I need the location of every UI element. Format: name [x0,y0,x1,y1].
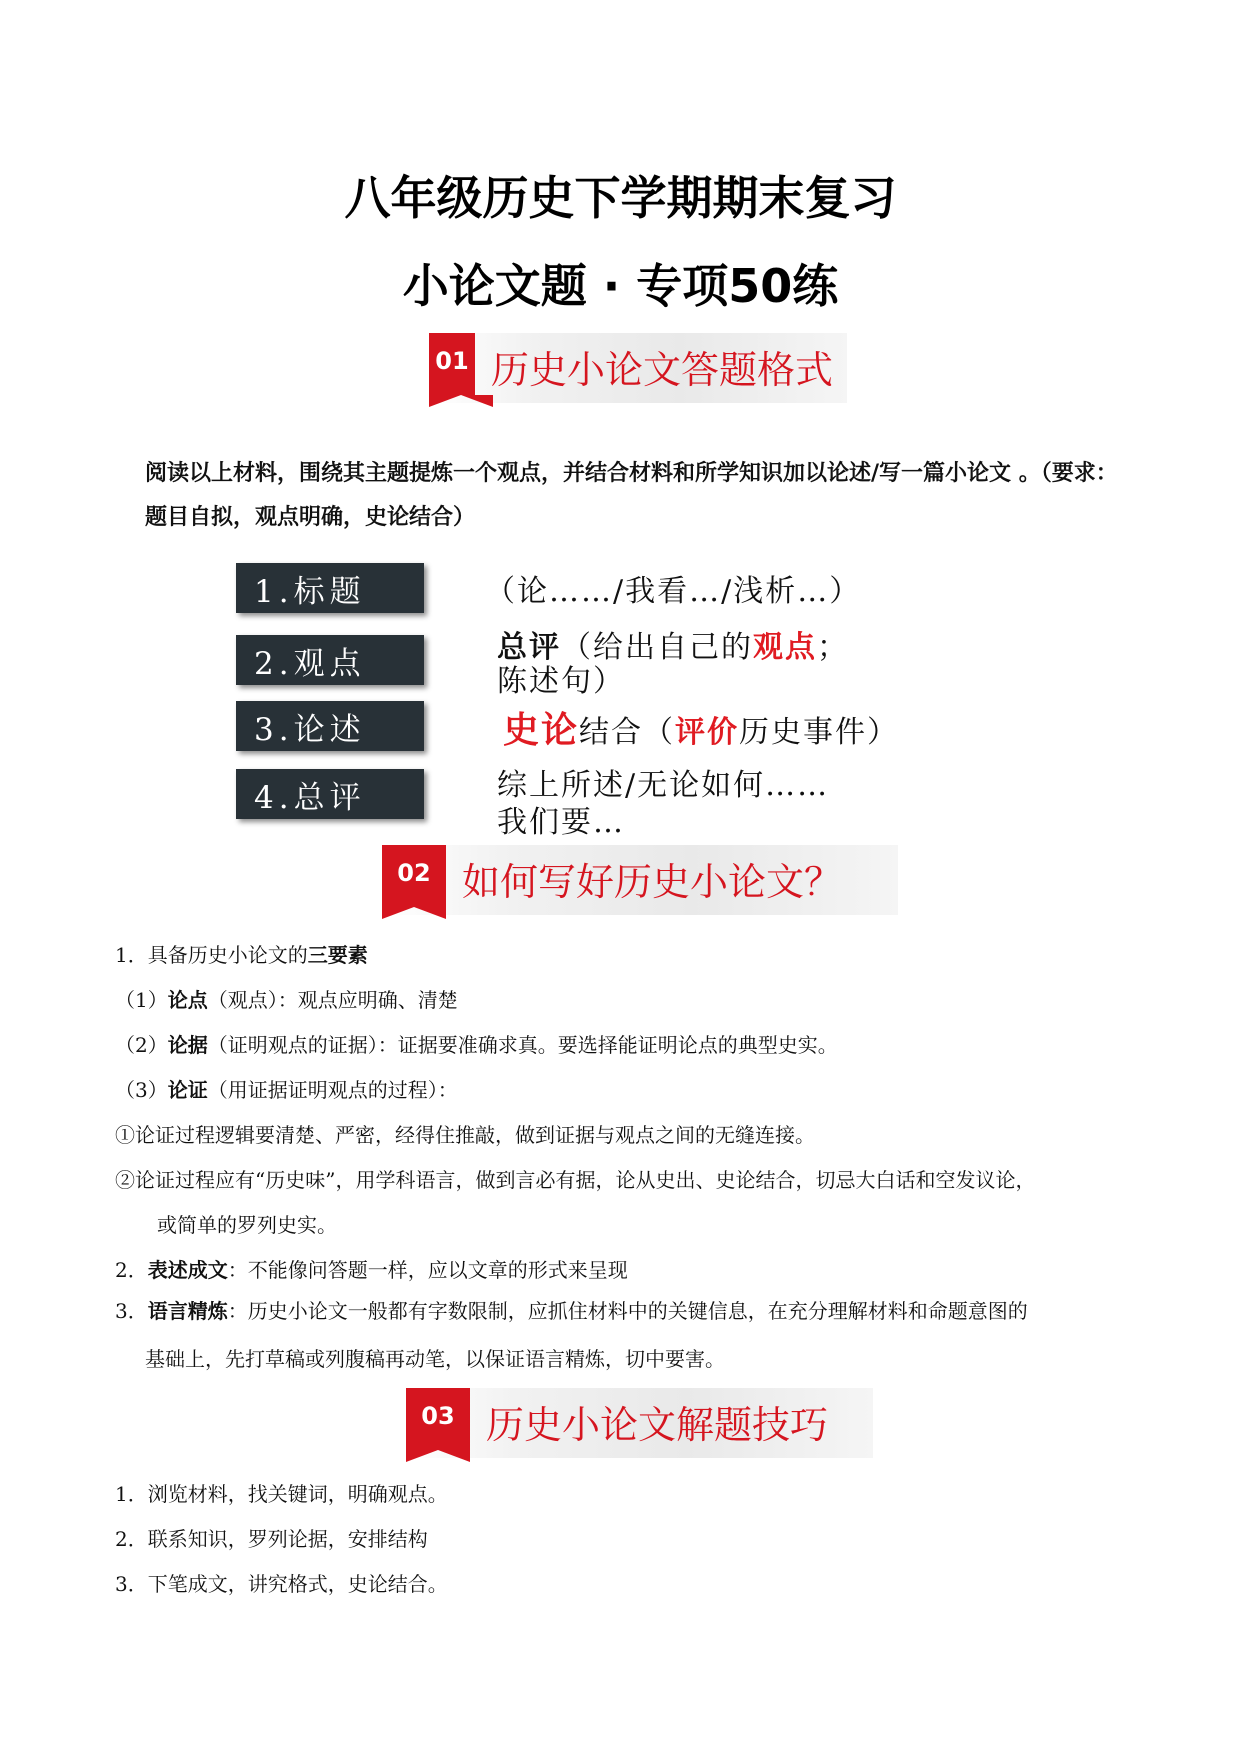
section-header-01 [429,333,847,403]
format-desc-argument: 史论结合（评价历史事件） [503,709,900,751]
list-item: ②论证过程应有“历史味”，用学科语言，做到言必有据，论从史出、史论结合，切忌大白话和空发议论， [115,1168,1036,1192]
list-item: 基础上，先打草稿或列腹稿再动笔，以保证语言精炼，切中要害。 [145,1347,725,1371]
format-desc-viewpoint-line2: 陈述句） [497,664,625,699]
question-prompt: 阅读以上材料，围绕其主题提炼一个观点，并结合材料和所学知识加以论述/写一篇小论文 。（要求：题目自拟，观点明确，史论结合） [145,461,1118,530]
section-number-badge: 03 [406,1388,470,1450]
list-item: （2）论据（证明观点的证据）：证据要准确求真。要选择能证明论点的典型史实。 [115,1033,838,1057]
section-header-02 [382,845,898,915]
page-subtitle: 小论文题 · 专项50练 [402,259,839,313]
section-header-03 [406,1388,873,1458]
section-number-badge: 01 [429,333,475,395]
format-desc-viewpoint-line1: 总评（给出自己的观点； [497,630,849,665]
list-item: 1．具备历史小论文的三要素 [115,943,368,967]
format-label-argument: 3.论述 [236,701,424,751]
list-item: 1．浏览材料，找关键词，明确观点。 [115,1482,448,1506]
format-label-viewpoint: 2.观点 [236,635,424,685]
format-label-summary: 4.总评 [236,769,424,819]
page-title: 八年级历史下学期期末复习 [344,171,897,225]
section-title: 如何写好历史小论文？ [462,859,843,904]
list-item: 3．下笔成文，讲究格式，史论结合。 [115,1572,448,1596]
list-item: 或简单的罗列史实。 [157,1213,337,1237]
format-desc-summary-line1: 综上所述/无论如何…… [497,768,830,803]
list-item: 2．联系知识，罗列论据，安排结构 [115,1527,428,1551]
list-item: （3）论证（用证据证明观点的过程）： [115,1078,458,1102]
format-desc-summary-line2: 我们要… [497,805,625,840]
list-item: ①论证过程逻辑要清楚、严密，经得住推敲，做到证据与观点之间的无缝连接。 [115,1123,815,1147]
list-item: （1）论点（观点）：观点应明确、清楚 [115,988,458,1012]
format-desc-title: （论……/我看…/浅析…） [485,574,862,609]
section-title: 历史小论文答题格式 [490,347,833,392]
format-label-title: 1.标题 [236,563,424,613]
section-title: 历史小论文解题技巧 [486,1402,829,1447]
list-item: 3．语言精炼：历史小论文一般都有字数限制，应抓住材料中的关键信息，在充分理解材料和命题意图的 [115,1299,1028,1323]
list-item: 2．表述成文：不能像问答题一样，应以文章的形式来呈现 [115,1258,628,1282]
section-number-badge: 02 [382,845,446,907]
